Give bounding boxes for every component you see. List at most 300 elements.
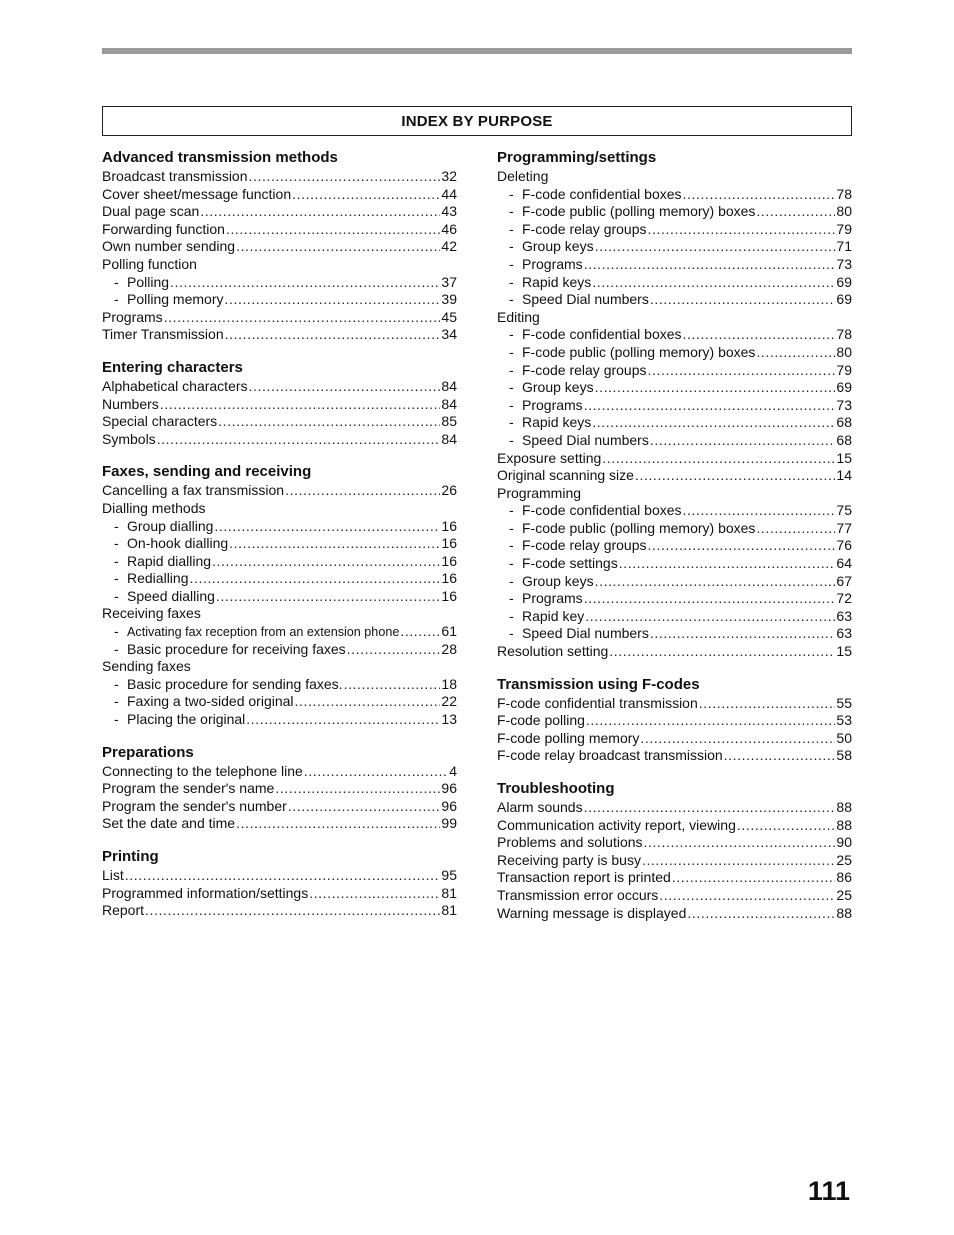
entry-label: Rapid dialling <box>127 552 212 569</box>
entry-label: F-code polling memory <box>497 729 640 746</box>
dot-leader <box>595 379 836 397</box>
dot-leader <box>288 798 441 816</box>
index-section <box>102 462 457 728</box>
subentry-dash: - <box>509 185 514 202</box>
dot-leader <box>683 502 836 520</box>
index-group-label: Editing <box>497 308 540 325</box>
entry-page-number: 68 <box>836 431 852 448</box>
index-entry <box>102 780 457 798</box>
index-entry <box>102 482 457 500</box>
entry-label: Basic procedure for receiving faxes <box>127 640 346 657</box>
subentry-dash: - <box>509 326 514 343</box>
entry-label: Cover sheet/message function <box>102 185 292 202</box>
dot-leader <box>648 221 836 239</box>
entry-page-number: 73 <box>836 396 852 413</box>
entry-page-number: 71 <box>836 238 852 255</box>
subentry-dash: - <box>509 361 514 378</box>
dot-leader <box>650 625 836 643</box>
index-subentry <box>102 535 457 553</box>
entry-label: Speed dialling <box>127 587 215 604</box>
index-entry <box>497 467 852 485</box>
index-entry <box>497 799 852 817</box>
entry-page-number: 85 <box>441 413 457 430</box>
entry-page-number: 39 <box>441 291 457 308</box>
entry-label: Forwarding function <box>102 220 225 237</box>
entry-page-number: 72 <box>836 590 852 607</box>
entry-page-number: 16 <box>441 587 457 604</box>
entry-page-number: 88 <box>836 904 852 921</box>
subentry-dash: - <box>509 273 514 290</box>
index-subentry <box>497 379 852 397</box>
entry-page-number: 76 <box>836 537 852 554</box>
subentry-dash: - <box>509 519 514 536</box>
dot-leader <box>648 537 836 555</box>
entry-label: Faxing a two-sided original <box>127 693 294 710</box>
subentry-dash: - <box>114 273 119 290</box>
index-entry <box>497 730 852 748</box>
dot-leader <box>609 643 835 661</box>
entry-label: Programs <box>522 396 583 413</box>
index-group-label: Dialling methods <box>102 499 206 516</box>
index-subentry <box>497 397 852 415</box>
entry-label: Set the date and time <box>102 815 236 832</box>
dot-leader <box>619 555 836 573</box>
entry-label: F-code public (polling memory) boxes <box>522 519 756 536</box>
subentry-dash: - <box>509 625 514 642</box>
entry-page-number: 13 <box>441 711 457 728</box>
entry-label: On-hook dialling <box>127 535 229 552</box>
dot-leader <box>225 326 441 344</box>
entry-label: Warning message is displayed <box>497 904 687 921</box>
index-section <box>497 148 852 661</box>
entry-label: F-code polling <box>497 712 585 729</box>
entry-page-number: 78 <box>836 185 852 202</box>
entry-page-number: 77 <box>836 519 852 536</box>
index-subentry <box>497 186 852 204</box>
entry-page-number: 50 <box>836 729 852 746</box>
entry-page-number: 99 <box>441 815 457 832</box>
subentry-dash: - <box>509 414 514 431</box>
dot-leader <box>275 780 440 798</box>
entry-label: Activating fax reception from an extension phone <box>127 625 400 640</box>
entry-page-number: 95 <box>441 867 457 883</box>
entry-label: Group keys <box>522 572 594 589</box>
entry-page-number: 68 <box>836 414 852 431</box>
subentry-dash: - <box>509 343 514 360</box>
index-subentry <box>497 326 852 344</box>
index-entry <box>102 902 457 920</box>
index-entry <box>497 817 852 835</box>
entry-page-number: 22 <box>441 693 457 710</box>
entry-page-number: 32 <box>441 168 457 184</box>
index-entry <box>102 885 457 903</box>
entry-label: Original scanning size <box>497 467 634 484</box>
index-entry <box>102 238 457 256</box>
entry-label: F-code confidential transmission <box>497 694 698 711</box>
index-subentry <box>497 238 852 256</box>
dot-leader <box>236 238 440 256</box>
index-subentry <box>497 520 852 538</box>
dot-leader <box>595 238 836 256</box>
dot-leader <box>224 291 440 309</box>
dot-leader <box>218 413 440 431</box>
entry-label: Rapid key <box>522 607 585 624</box>
dot-leader <box>724 747 836 765</box>
index-section <box>102 847 457 920</box>
dot-leader <box>170 274 440 292</box>
dot-leader <box>584 256 836 274</box>
entry-label: Group keys <box>522 379 594 396</box>
entry-page-number: 14 <box>836 467 852 484</box>
dot-leader <box>309 885 440 903</box>
dot-leader <box>292 186 440 204</box>
entry-label: Resolution setting <box>497 643 609 660</box>
section-heading: Programming/settings <box>497 149 657 166</box>
dot-leader <box>229 535 440 553</box>
dot-leader <box>125 867 441 885</box>
entry-page-number: 81 <box>441 884 457 901</box>
entry-label: Speed Dial numbers <box>522 291 649 308</box>
index-subentry <box>102 711 457 729</box>
index-subentry <box>102 570 457 588</box>
dot-leader <box>699 695 836 713</box>
index-subentry <box>497 625 852 643</box>
index-title-text: INDEX BY PURPOSE <box>401 112 553 130</box>
subentry-dash: - <box>509 238 514 255</box>
entry-label: Receiving party is busy <box>497 851 641 868</box>
entry-page-number: 84 <box>441 430 457 447</box>
dot-leader <box>584 397 836 415</box>
subentry-dash: - <box>509 572 514 589</box>
subentry-dash: - <box>114 623 119 640</box>
subentry-dash: - <box>114 517 119 534</box>
entry-page-number: 67 <box>836 572 852 589</box>
index-entry <box>102 378 457 396</box>
entry-label: List <box>102 867 124 883</box>
entry-page-number: 96 <box>441 780 457 797</box>
entry-page-number: 46 <box>441 220 457 237</box>
entry-page-number: 96 <box>441 797 457 814</box>
entry-label: Redialling <box>127 570 189 587</box>
entry-label: Own number sending <box>102 238 236 255</box>
index-section <box>102 148 457 344</box>
subentry-dash: - <box>114 535 119 552</box>
dot-leader <box>640 730 835 748</box>
entry-page-number: 4 <box>449 762 457 779</box>
entry-label: Group keys <box>522 238 594 255</box>
dot-leader <box>586 712 835 730</box>
index-entry <box>102 326 457 344</box>
entry-label: Rapid keys <box>522 273 592 290</box>
index-entry <box>102 309 457 327</box>
dot-leader <box>157 431 441 449</box>
dot-leader <box>683 186 836 204</box>
section-heading: Advanced transmission methods <box>102 149 338 166</box>
dot-leader <box>756 203 835 221</box>
entry-page-number: 16 <box>441 570 457 587</box>
index-subentry <box>497 537 852 555</box>
index-subentry <box>102 676 457 694</box>
index-entry <box>102 815 457 833</box>
index-entry <box>497 869 852 887</box>
page-number: 111 <box>807 1176 850 1206</box>
index-entry <box>102 798 457 816</box>
dot-leader <box>216 588 440 606</box>
dot-leader <box>644 834 836 852</box>
index-subentry <box>102 693 457 711</box>
entry-page-number: 55 <box>836 694 852 711</box>
entry-label: Transaction report is printed <box>497 869 671 886</box>
entry-label: Symbols <box>102 430 156 447</box>
dot-leader <box>592 274 835 292</box>
subentry-dash: - <box>114 587 119 604</box>
index-subentry <box>102 641 457 659</box>
dot-leader <box>650 291 836 309</box>
entry-label: Programmed information/settings <box>102 884 309 901</box>
dot-leader <box>584 799 836 817</box>
index-subentry <box>497 590 852 608</box>
dot-leader <box>295 693 441 711</box>
entry-page-number: 79 <box>836 361 852 378</box>
entry-page-number: 26 <box>441 482 457 499</box>
dot-leader <box>595 573 836 591</box>
entry-page-number: 16 <box>441 517 457 534</box>
entry-page-number: 90 <box>836 834 852 851</box>
index-subentry <box>497 608 852 626</box>
entry-label: Dual page scan <box>102 203 200 220</box>
index-section <box>497 779 852 922</box>
index-subentry <box>497 291 852 309</box>
top-rule <box>102 48 852 54</box>
dot-leader <box>737 817 836 835</box>
subentry-dash: - <box>509 431 514 448</box>
index-entry <box>102 168 457 186</box>
entry-label: Rapid keys <box>522 414 592 431</box>
entry-page-number: 80 <box>836 203 852 220</box>
entry-label: Communication activity report, viewing <box>497 816 736 833</box>
entry-label: Cancelling a fax transmission <box>102 482 285 499</box>
index-entry <box>497 695 852 713</box>
subentry-dash: - <box>114 640 119 657</box>
subentry-dash: - <box>509 537 514 554</box>
dot-leader <box>756 520 835 538</box>
entry-label: Group dialling <box>127 517 214 534</box>
index-entry <box>497 712 852 730</box>
entry-page-number: 15 <box>836 449 852 466</box>
index-subentry <box>497 344 852 362</box>
entry-page-number: 44 <box>441 185 457 202</box>
subentry-dash: - <box>509 291 514 308</box>
index-group-label: Programming <box>497 484 582 501</box>
entry-page-number: 88 <box>836 816 852 833</box>
dot-leader <box>756 344 835 362</box>
entry-page-number: 88 <box>836 799 852 815</box>
dot-leader <box>642 852 835 870</box>
entry-page-number: 63 <box>836 607 852 624</box>
index-entry <box>497 887 852 905</box>
subentry-dash: - <box>509 379 514 396</box>
entry-page-number: 61 <box>441 623 457 640</box>
dot-leader <box>672 869 836 887</box>
dot-leader <box>602 450 835 468</box>
entry-label: Special characters <box>102 413 218 430</box>
index-group-label: Sending faxes <box>102 658 191 675</box>
dot-leader <box>145 902 440 920</box>
index-entry <box>102 763 457 781</box>
subentry-dash: - <box>509 555 514 572</box>
entry-label: F-code public (polling memory) boxes <box>522 343 756 360</box>
entry-page-number: 73 <box>836 255 852 272</box>
dot-leader <box>659 887 835 905</box>
dot-leader <box>304 763 448 781</box>
subentry-dash: - <box>114 570 119 587</box>
index-entry <box>102 221 457 239</box>
index-subentry <box>497 414 852 432</box>
index-entry <box>102 186 457 204</box>
index-entry <box>102 396 457 414</box>
index-entry <box>497 450 852 468</box>
index-entry <box>497 852 852 870</box>
entry-page-number: 15 <box>836 643 852 660</box>
entry-label: Report <box>102 902 145 919</box>
index-entry <box>497 905 852 923</box>
entry-page-number: 53 <box>836 712 852 729</box>
index-subentry <box>102 623 457 641</box>
subentry-dash: - <box>509 396 514 413</box>
dot-leader <box>648 362 836 380</box>
right-column <box>497 148 852 936</box>
entry-page-number: 86 <box>836 869 852 886</box>
entry-page-number: 58 <box>836 747 852 764</box>
entry-page-number: 80 <box>836 343 852 360</box>
index-entry <box>102 203 457 221</box>
dot-leader <box>687 905 835 923</box>
entry-page-number: 25 <box>836 886 852 903</box>
entry-label: F-code settings <box>522 555 618 572</box>
dot-leader <box>584 590 836 608</box>
subentry-dash: - <box>509 255 514 272</box>
dot-leader <box>236 815 440 833</box>
entry-label: Numbers <box>102 395 159 412</box>
dot-leader <box>200 203 440 221</box>
index-title <box>102 106 852 136</box>
entry-page-number: 63 <box>836 625 852 642</box>
entry-label: F-code relay broadcast transmission <box>497 747 723 764</box>
index-section <box>497 675 852 765</box>
entry-page-number: 18 <box>441 675 457 692</box>
entry-page-number: 37 <box>441 273 457 290</box>
entry-label: Broadcast transmission <box>102 168 248 184</box>
entry-page-number: 43 <box>441 203 457 220</box>
entry-label: F-code confidential boxes <box>522 326 682 343</box>
dot-leader <box>683 326 836 344</box>
entry-page-number: 69 <box>836 379 852 396</box>
entry-page-number: 69 <box>836 273 852 290</box>
dot-leader <box>246 711 440 729</box>
dot-leader <box>344 676 441 694</box>
index-subentry <box>497 573 852 591</box>
index-entry <box>102 413 457 431</box>
section-heading: Entering characters <box>102 358 243 376</box>
entry-label: Polling memory <box>127 291 224 308</box>
entry-label: Timer Transmission <box>102 326 224 343</box>
index-subentry <box>497 221 852 239</box>
entry-page-number: 79 <box>836 220 852 237</box>
dot-leader <box>160 396 441 414</box>
entry-label: F-code relay groups <box>522 537 647 554</box>
index-subentry <box>102 274 457 292</box>
entry-label: Transmission error occurs <box>497 886 659 903</box>
entry-label: Programs <box>522 590 583 607</box>
subentry-dash: - <box>509 203 514 220</box>
index-entry <box>102 867 457 885</box>
subentry-dash: - <box>509 220 514 237</box>
dot-leader <box>226 221 440 239</box>
index-subentry <box>497 203 852 221</box>
entry-label: F-code confidential boxes <box>522 502 682 519</box>
left-column <box>102 148 457 934</box>
entry-page-number: 84 <box>441 395 457 412</box>
subentry-dash: - <box>114 693 119 710</box>
entry-label: Programs <box>102 308 163 325</box>
subentry-dash: - <box>114 291 119 308</box>
dot-leader <box>212 553 440 571</box>
dot-leader <box>635 467 835 485</box>
dot-leader <box>285 482 440 500</box>
entry-label: Basic procedure for sending faxes. <box>127 675 343 692</box>
entry-page-number: 25 <box>836 851 852 868</box>
entry-label: F-code relay groups <box>522 220 647 237</box>
index-subentry <box>497 362 852 380</box>
entry-label: F-code confidential boxes <box>522 185 682 202</box>
entry-page-number: 42 <box>441 238 457 255</box>
index-section <box>102 358 457 448</box>
dot-leader <box>347 641 441 659</box>
dot-leader <box>650 432 836 450</box>
dot-leader <box>249 168 441 186</box>
index-subentry <box>102 553 457 571</box>
index-subentry <box>102 518 457 536</box>
section-heading: Faxes, sending and receiving <box>102 463 312 481</box>
index-section <box>102 743 457 833</box>
dot-leader <box>214 518 440 536</box>
entry-label: Speed Dial numbers <box>522 625 649 642</box>
entry-page-number: 34 <box>441 326 457 343</box>
index-subentry <box>102 588 457 606</box>
entry-label: Connecting to the telephone line <box>102 762 303 779</box>
entry-page-number: 28 <box>441 640 457 657</box>
index-subentry <box>497 502 852 520</box>
index-subentry <box>497 274 852 292</box>
entry-label: Polling <box>127 273 170 290</box>
entry-page-number: 78 <box>836 326 852 343</box>
section-heading: Troubleshooting <box>497 780 615 797</box>
entry-label: Placing the original <box>127 711 246 728</box>
entry-page-number: 75 <box>836 502 852 519</box>
index-subentry <box>102 291 457 309</box>
subentry-dash: - <box>509 502 514 519</box>
entry-label: F-code public (polling memory) boxes <box>522 203 756 220</box>
subentry-dash: - <box>114 675 119 692</box>
dot-leader <box>400 623 440 641</box>
entry-label: Speed Dial numbers <box>522 431 649 448</box>
entry-label: Program the sender's name <box>102 780 275 797</box>
index-subentry <box>497 256 852 274</box>
subentry-dash: - <box>509 607 514 624</box>
index-group-label: Deleting <box>497 168 549 184</box>
index-group-label: Receiving faxes <box>102 605 201 622</box>
dot-leader <box>164 309 441 327</box>
